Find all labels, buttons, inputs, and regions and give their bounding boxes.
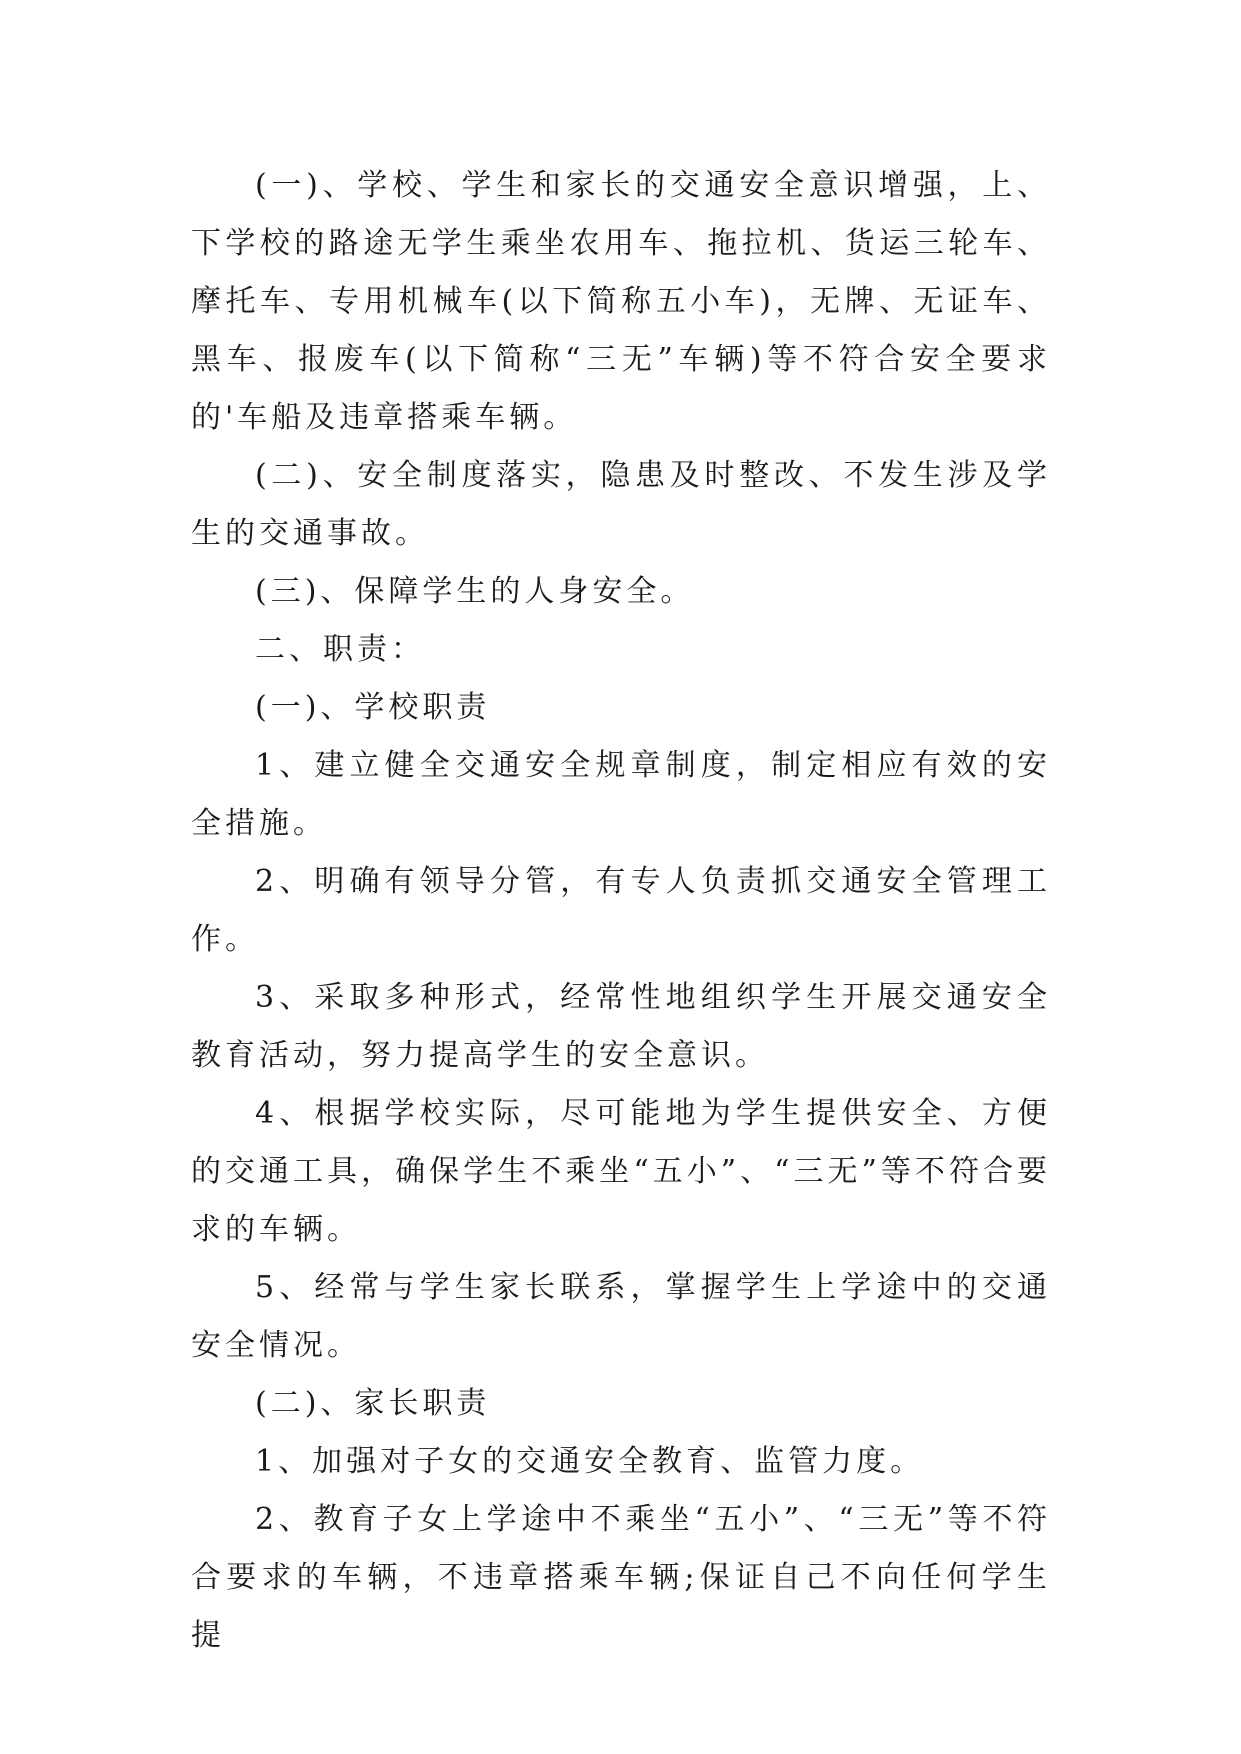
school-duty-5: 5、经常与学生家长联系，掌握学生上学途中的交通安全情况。 [191,1270,1051,1363]
paragraph-goal-3: (三)、保障学生的人身安全。 [255,574,695,609]
school-duty-4: 4、根据学校实际，尽可能地为学生提供安全、方便的交通工具，确保学生不乘坐“五小”、“三无”等不符合要求的车辆。 [191,1096,1051,1247]
document-body [191,157,1051,1665]
school-duty-1: 1、建立健全交通安全规章制度，制定相应有效的安全措施。 [191,748,1051,841]
paragraph-goal-2: (二)、安全制度落实，隐患及时整改、不发生涉及学生的交通事故。 [191,458,1051,551]
subsection-heading-parent-duties: (二)、家长职责 [255,1386,491,1421]
section-heading-duties: 二、职责： [255,632,425,667]
school-duty-3: 3、采取多种形式，经常性地组织学生开展交通安全教育活动，努力提高学生的安全意识。 [191,980,1051,1073]
parent-duty-2: 2、教育子女上学途中不乘坐“五小”、“三无”等不符合要求的车辆，不违章搭乘车辆;保证自己不向任何学生提 [191,1502,1051,1653]
subsection-heading-school-duties: (一)、学校职责 [255,690,491,725]
parent-duty-1: 1、加强对子女的交通安全教育、监管力度。 [255,1444,925,1479]
school-duty-2: 2、明确有领导分管，有专人负责抓交通安全管理工作。 [191,864,1051,957]
paragraph-goal-1: (一)、学校、学生和家长的交通安全意识增强，上、下学校的路途无学生乘坐农用车、拖拉机、货运三轮车、摩托车、专用机械车(以下简称五小车)，无牌、无证车、黑车、报废车(以下简称“三无”车辆)等不符合安全要求的'车船及违章搭乘车辆。 [191,168,1051,435]
